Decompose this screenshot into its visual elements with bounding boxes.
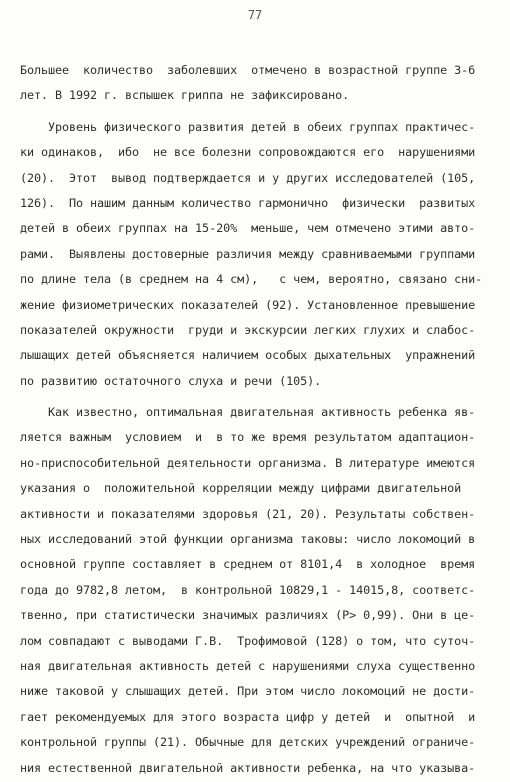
paragraph-2 [20, 115, 496, 394]
text-line: указания о положительной корреляции между цифрами двигательной [20, 481, 462, 496]
paragraph-3 [20, 400, 496, 781]
paragraph-1 [20, 58, 496, 109]
text-line: ных исследований этой функции организма таковы: число локомоций в [20, 532, 476, 547]
text-line: детей в обеих группах на 15-20% меньше, чем отмечено этими авто- [20, 221, 476, 236]
text-line: 126). По нашим данным количество гармонично физически развитых [20, 195, 476, 210]
text-line: (20). Этот вывод подтверждается и у других исследователей (105, [20, 170, 476, 185]
text-line: жение физиометрических показателей (92). Установленное превышение [20, 297, 476, 312]
text-line: твенно, при статистически значимых различиях (P> 0,99). Они в це- [20, 608, 476, 623]
text-line: ния естественной двигательной активности ребенка, на что указыва- [20, 760, 476, 775]
text-line: по длине тела (в среднем на 4 см), с чем, вероятно, связано сни- [20, 272, 483, 287]
text-line: по развитию остаточного слуха и речи (105). [20, 373, 322, 388]
text-line: Уровень физического развития детей в обеих группах практичес- [20, 119, 476, 134]
text-line: основной группе составляет в среднем от 8101,4 в холодное время [20, 557, 476, 572]
text-line: ниже таковой у слышащих детей. При этом число локомоций не дости- [20, 684, 476, 699]
text-line: ляется важным условием и в то же время результатом адаптацион- [20, 430, 476, 445]
text-line: лышащих детей объясняется наличием особых дыхательных упражнений [20, 348, 476, 363]
text-line: ки одинаков, ибо не все болезни сопровождаются его нарушениями [20, 145, 476, 160]
text-line: года до 9782,8 летом, в контрольной 10829,1 - 14015,8, соответс- [20, 582, 476, 597]
text-line: ная двигательная активность детей с нарушениями слуха существенно [20, 658, 476, 673]
text-line: Большее количество заболевших отмечено в возрастной группе 3-6 [20, 63, 476, 77]
text-line: показателей окружности груди и экскурсии легких глухих и слабос- [20, 322, 476, 337]
text-line: активности и показателями здоровья (21, 20). Результаты собствен- [20, 506, 476, 521]
text-line: лом совпадают с выводами Г.В. Трофимовой (128) о том, что суточ- [20, 633, 476, 648]
text-line: рами. Выявлены достоверные различия между сравниваемыми группами [20, 246, 476, 261]
text-line: гает рекомендуемых для этого возраста цифр у детей и опытной и [20, 709, 476, 724]
text-line: контрольной группы (21). Обычные для детских учреждений ограниче- [20, 735, 476, 750]
text-line: но-приспособительной деятельности организма. В литературе имеются [20, 455, 476, 470]
body-text [20, 58, 496, 781]
text-line: лет. В 1992 г. вспышек гриппа не зафиксировано. [20, 88, 350, 103]
page-number: 77 [247, 8, 263, 22]
text-line: Как известно, оптимальная двигательная активность ребенка яв- [20, 405, 476, 420]
